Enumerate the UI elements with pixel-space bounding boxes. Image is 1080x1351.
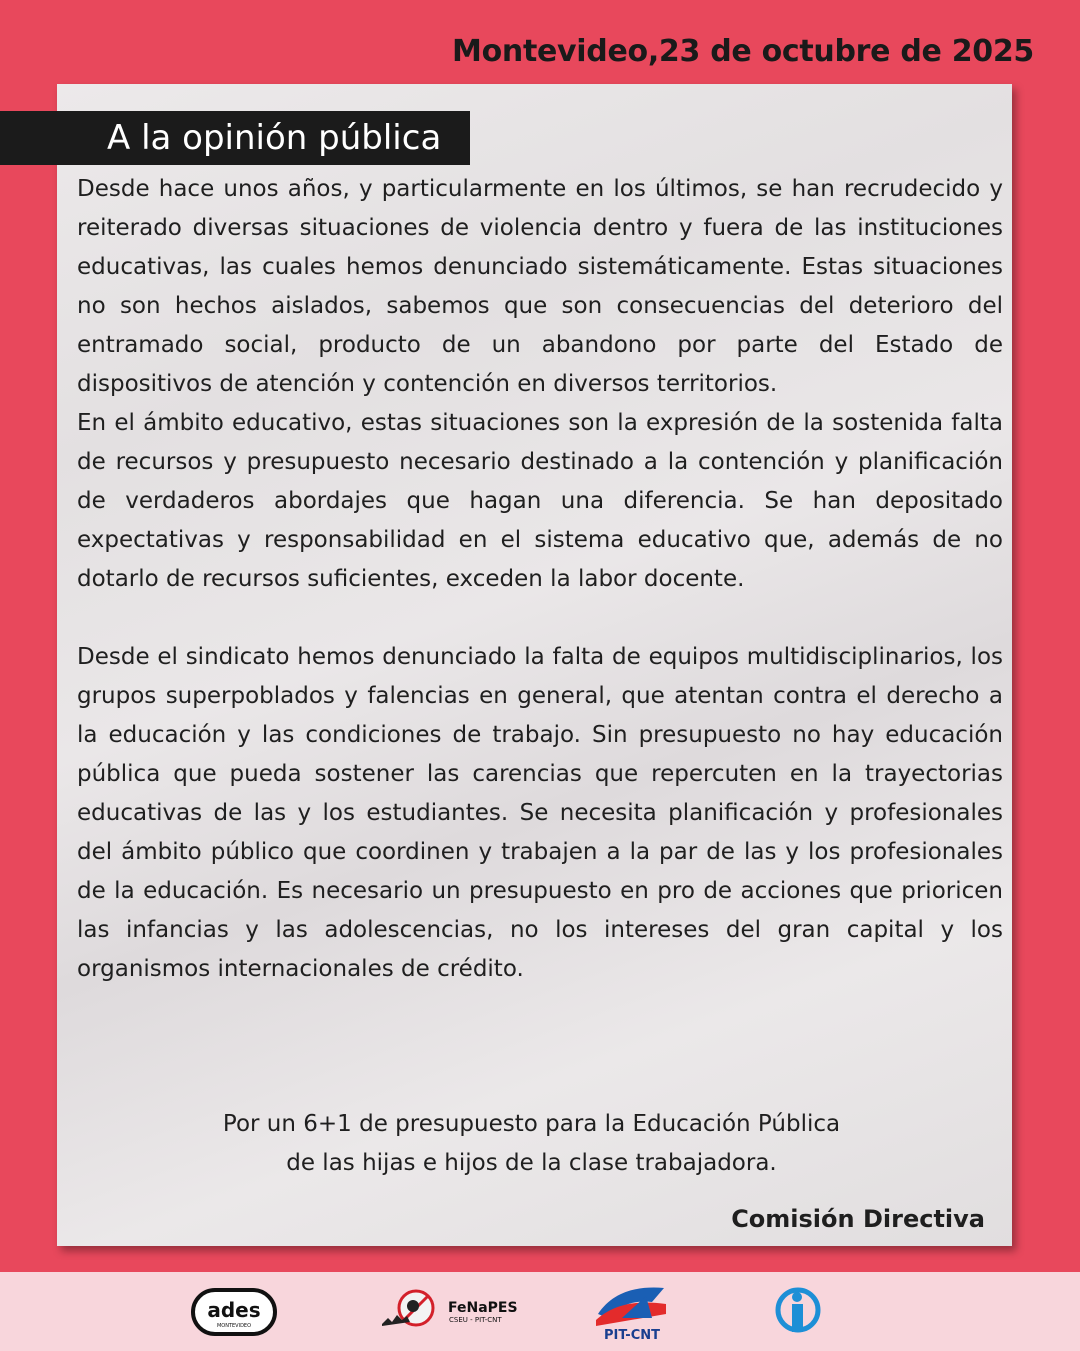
slogan-line-2: de las hijas e hijos de la clase trabajadora.: [286, 1150, 777, 1176]
fenapes-logo: [380, 1288, 520, 1336]
fenapes-logo-text: FeNaPES: [448, 1300, 518, 1316]
ades-logo: [190, 1287, 278, 1337]
pit-cnt-logo-text: PIT-CNT: [603, 1328, 661, 1342]
slogan: [57, 1105, 1012, 1183]
ades-logo-text: ades: [207, 1298, 261, 1322]
statement-heading: A la opinión pública: [107, 118, 442, 158]
paragraph-2: En el ámbito educativo, estas situaciones son la expresión de la sostenida falta de recursos y presupuesto necesario destinado a la contención y planificación de verdaderos abordajes que hagan una diferencia. Se han depositado expectativas y responsabilidad en el sistema educativo que, además de no dotarlo de recursos suficientes, exceden la labor docente.: [77, 410, 1003, 592]
ades-logo-subtext: MONTEVIDEO: [216, 1323, 252, 1329]
pit-cnt-logo: [592, 1282, 672, 1342]
internacional-educacion-logo: [772, 1286, 824, 1338]
footer-logos: [0, 1272, 1080, 1351]
paragraph-1: Desde hace unos años, y particularmente en los últimos, se han recrudecido y reiterado diversas situaciones de violencia dentro y fuera de las instituciones educativas, las cuales hemos denunciado sistemáticamente. Estas situaciones no son hechos aislados, sabemos que son consecuencias del deterioro del entramado social, producto de un abandono por parte del Estado de dispositivos de atención y contención en diversos territorios.: [77, 176, 1003, 397]
fenapes-logo-subtext: CSEU - PIT-CNT: [449, 1316, 502, 1324]
statement-body: [77, 170, 1003, 989]
paragraph-3: Desde el sindicato hemos denunciado la falta de equipos multidisciplinarios, los grupos superpoblados y falencias en general, que atentan contra el derecho a la educación y las condiciones de trabajo. Sin presupuesto no hay educación pública que pueda sostener las carencias que repercuten en la trayectorias educativas de las y los estudiantes. Se necesita planificación y profesionales del ámbito público que coordinen y trabajen a la par de las y los profesionales de la educación. Es necesario un presupuesto en pro de acciones que prioricen las infancias y las adolescencias, no los intereses del gran capital y los organismos internacionales de crédito.: [77, 644, 1003, 982]
slogan-line-1: Por un 6+1 de presupuesto para la Educación Pública: [222, 1111, 841, 1137]
date-line: Montevideo,23 de octubre de 2025: [452, 34, 1034, 69]
signature: Comisión Directiva: [731, 1205, 985, 1233]
